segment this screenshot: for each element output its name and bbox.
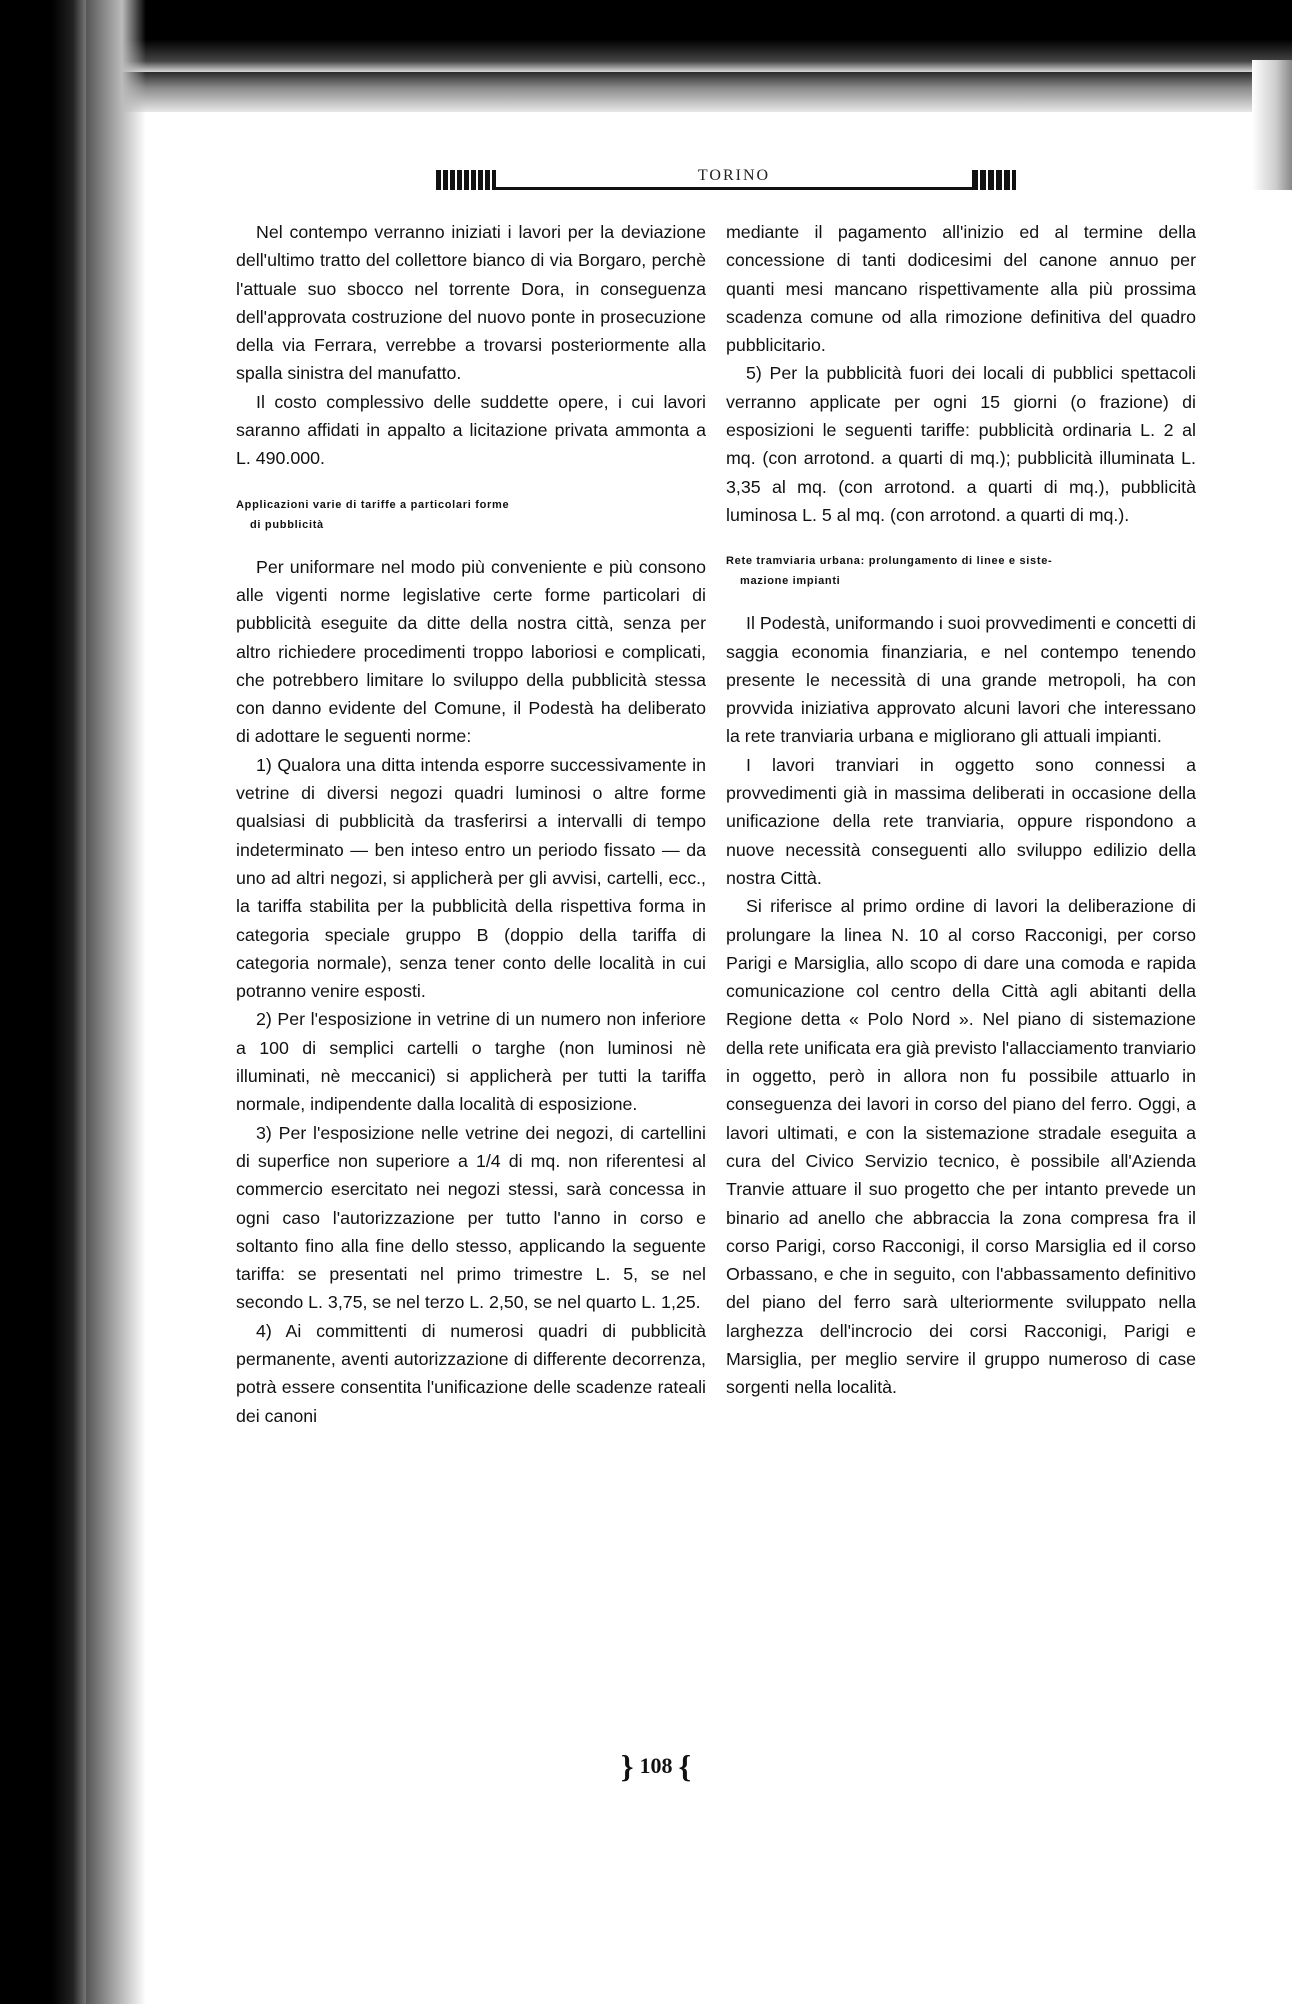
section-heading-line: Applicazioni varie di tariffe a particolari forme (236, 498, 510, 511)
brace-right: { (678, 1748, 692, 1784)
scan-shadow-top (86, 72, 1292, 112)
running-header (436, 166, 1016, 190)
right-column (726, 218, 1196, 1402)
paragraph: Il costo complessivo delle suddette opere, i cui lavori saranno affidati in appalto a licitazione privata ammonta a L. 490.000. (236, 391, 706, 469)
scan-shadow-left (86, 0, 146, 2004)
header-ornament-right (972, 170, 1016, 190)
paragraph: 5) Per la pubblicità fuori dei locali di pubblici spettacoli verranno applicate per ogni 15 giorni (o frazione) di esposizioni le seguenti tariffe: pubblicità ordinaria L. 2 al mq. (con arrotond. a quarti di mq.); pubblicità illuminata L. 3,35 al mq. (con arrotond. a quarti di mq.), pubblicità luminosa L. 5 al mq. (con arrotond. a quarti di mq.). (726, 363, 1196, 525)
header-title: TORINO (496, 165, 972, 190)
paragraph: Per uniformare nel modo più conveniente e più consono alle vigenti norme legislative certe forme particolari di pubblicità eseguite da ditte della nostra città, senza per altro richiedere procedimenti troppo laboriosi e complicati, che potrebbero limitare lo sviluppo della pubblicità stessa con danno evidente del Comune, il Podestà ha deliberato di adottare le seguenti norme: (236, 556, 706, 747)
paragraph: Si riferisce al primo ordine di lavori la deliberazione di prolungare la linea N. 10 al corso Racconigi, per corso Parigi e Marsiglia, allo scopo di dare una comoda e rapida comunicazione col centro della Città agli abitanti della Regione detta « Polo Nord ». Nel piano di sistemazione della rete unificata era già previsto l'allacciamento tranviario in oggetto, però in allora non fu possibile attuarlo in conseguenza dei lavori in corso del piano del ferro. Oggi, a lavori ultimati, e con la sistemazione stradale eseguita a cura del Civico Servizio tecnico, è possibile all'Azienda Tranvie attuare il suo progetto che per intanto prevede un binario ad anello che abbraccia la zona compresa fra il corso Parigi, corso Racconigi, il corso Marsiglia ed il corso Orbassano, e che in seguito, con l'abbassamento definitivo del piano del ferro sarà ulteriormente sviluppato nella larghezza dell'incrocio dei corsi Racconigi, Parigi e Marsiglia, per meglio servire il gruppo numeroso di case sorgenti nella località. (726, 896, 1196, 1398)
scan-border-top (0, 0, 1292, 72)
paragraph: 3) Per l'esposizione nelle vetrine dei negozi, di cartellini di superfice non superiore a 1/4 di mq. non riferentesi al commercio esercitato nei negozi stessi, sarà concessa in ogni caso l'autorizzazione per tutto l'anno in corso e soltanto fino alla fine dello stesso, applicando la seguente tariffa: se presentati nel primo trimestre L. 5, se nel secondo L. 3,75, se nel terzo L. 2,50, se nel quarto L. 1,25. (236, 1122, 706, 1313)
paragraph: Il Podestà, uniformando i suoi provvedimenti e concetti di saggia economia finanziaria, e nel contempo tenendo presente le necessità di una grande metropoli, ha con provvida iniziativa approvato alcuni lavori che interessano la rete tranviaria urbana e migliorano gli attuali impianti. (726, 613, 1196, 747)
paragraph: mediante il pagamento all'inizio ed al termine della concessione di tanti dodicesimi del canone annuo per quanti mesi mancano rispettivamente alla più prossima scadenza comune od alla rimozione definitiva del quadro pubblicitario. (726, 222, 1196, 356)
left-column (236, 218, 706, 1430)
paragraph: I lavori tranviari in oggetto sono connessi a provvedimenti già in massima deliberati in occasione della unificazione della rete tranviaria, oppure rispondono a nuove necessità conseguenti allo sviluppo edilizio della nostra Città. (726, 754, 1196, 888)
paragraph: 2) Per l'esposizione in vetrine di un numero non inferiore a 100 di semplici cartelli o targhe (non luminosi nè illuminati, nè meccanici) si applicherà per tutti la tariffa normale, indipendente dalla località di esposizione. (236, 1009, 706, 1115)
section-heading-line: di pubblicità (250, 518, 324, 531)
section-heading-line: mazione impianti (740, 575, 841, 588)
section-heading (726, 551, 1196, 591)
scan-border-left (0, 0, 86, 2004)
paragraph: 4) Ai committenti di numerosi quadri di pubblicità permanente, aventi autorizzazione di differente decorrenza, potrà essere consentita l'unificazione delle scadenze rateali dei canoni (236, 1320, 706, 1426)
paragraph: 1) Qualora una ditta intenda esporre successivamente in vetrine di diversi negozi quadri luminosi o altre forme qualsiasi di pubblicità da trasferirsi a intervalli di tempo indeterminato — ben inteso entro un periodo fissato — da uno ad altri negozi, si applicherà per gli avvisi, cartelli, ecc., la tariffa stabilita per la pubblicità della rispettiva forma in categoria speciale gruppo B (doppio della tariffa di categoria normale), senza tener conto delle località in cui potranno venire esposti. (236, 754, 706, 1002)
paragraph: Nel contempo verranno iniziati i lavori per la deviazione dell'ultimo tratto del collettore bianco di via Borgaro, perchè l'attuale suo sbocco nel torrente Dora, in conseguenza dell'approvata costruzione del nuovo ponte in prosecuzione della via Ferrara, verrebbe a trovarsi posteriormente alla spalla sinistra del manufatto. (236, 222, 706, 384)
page-number-value: 108 (639, 1753, 673, 1778)
section-heading (236, 495, 706, 535)
page-number (616, 1746, 696, 1786)
scan-shadow-right (1252, 60, 1292, 190)
header-ornament-left (436, 170, 496, 190)
section-heading-line: Rete tramviaria urbana: prolungamento di linee e siste- (726, 555, 1053, 568)
brace-left: } (620, 1748, 634, 1784)
